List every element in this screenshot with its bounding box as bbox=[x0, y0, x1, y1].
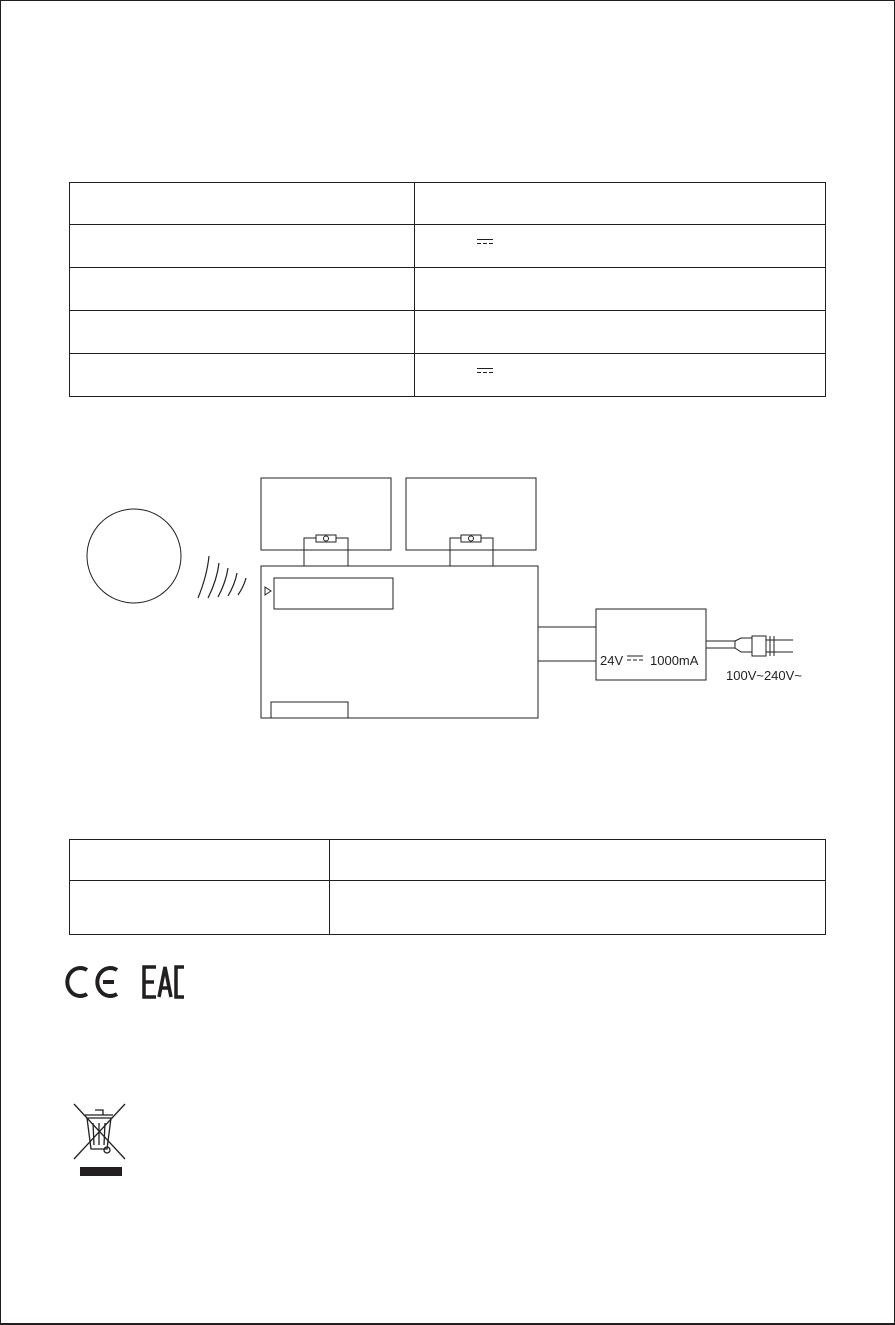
remote-control-circle bbox=[87, 509, 181, 603]
table-cell bbox=[330, 840, 826, 881]
table-cell bbox=[330, 881, 826, 935]
panel-left bbox=[261, 478, 391, 550]
psu-voltage-label: 24V bbox=[600, 653, 624, 668]
table-cell bbox=[70, 840, 330, 881]
table-row bbox=[70, 840, 826, 881]
dc-symbol-icon bbox=[627, 656, 643, 660]
power-supply-box bbox=[596, 609, 706, 680]
psu-current-label: 1000mA bbox=[650, 653, 699, 668]
table-cell bbox=[70, 881, 330, 935]
wireless-waves-icon bbox=[198, 556, 246, 598]
mains-voltage-label: 100V~240V~ bbox=[726, 668, 802, 683]
weee-bar bbox=[80, 1167, 122, 1176]
info-table bbox=[69, 839, 826, 935]
power-plug-icon bbox=[735, 636, 793, 656]
control-unit-box bbox=[261, 566, 538, 718]
table-row bbox=[70, 881, 826, 935]
triangle-marker-icon bbox=[265, 587, 271, 595]
panel-right bbox=[406, 478, 536, 550]
display-window bbox=[274, 578, 393, 609]
bottom-slot bbox=[271, 702, 348, 718]
